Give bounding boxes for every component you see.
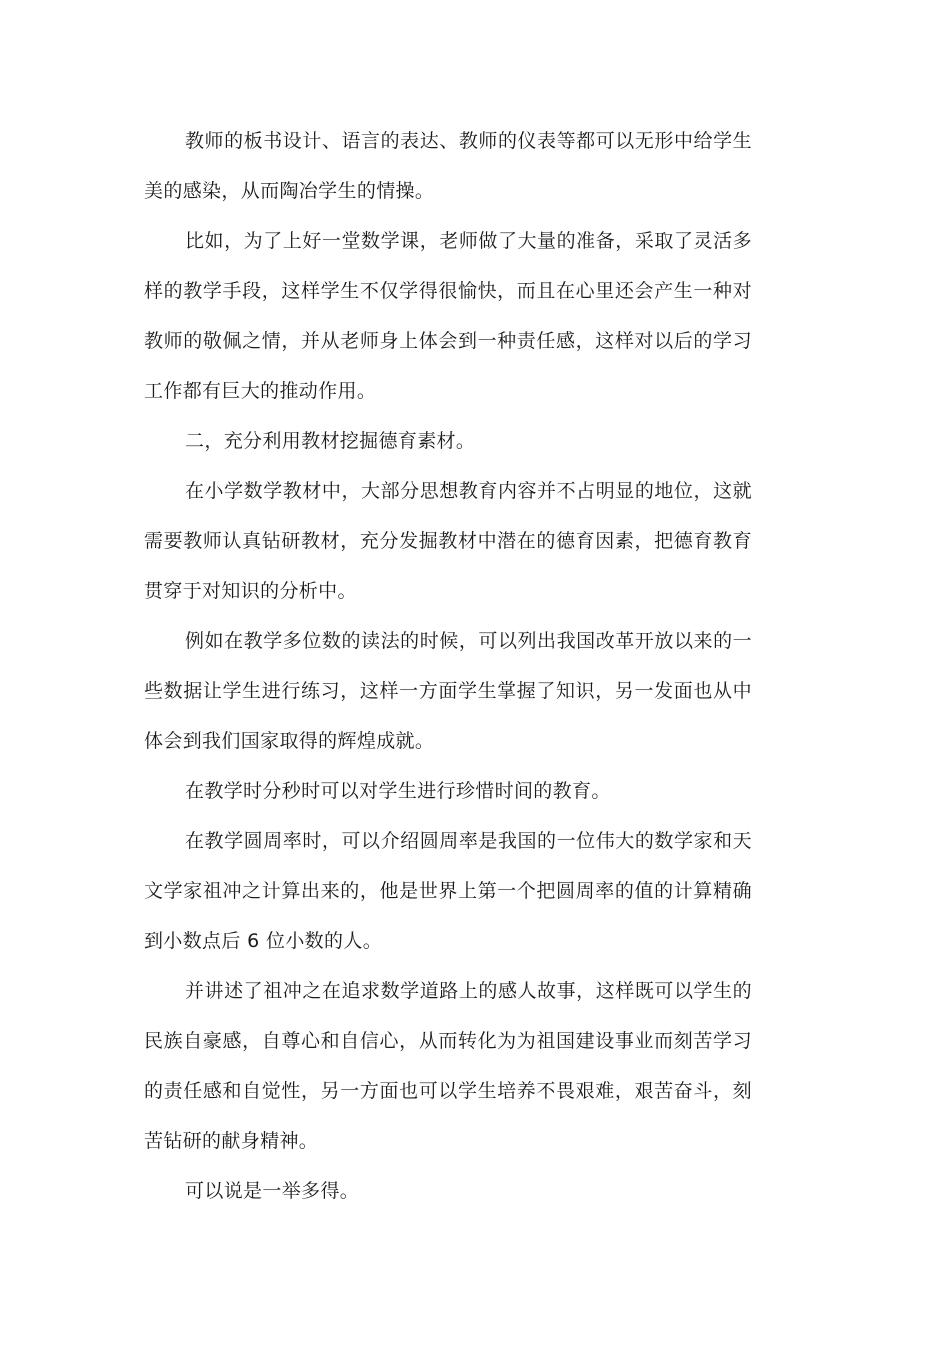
paragraph-1: 教师的板书设计、语言的表达、教师的仪表等都可以无形中给学生美的感染，从而陶冶学生的情操。: [144, 130, 752, 202]
paragraph-8: 并讲述了祖冲之在追求数学道路上的感人故事，这样既可以学生的民族自豪感，自尊心和自信心，从而转化为为祖国建设事业而刻苦学习的责任感和自觉性，另一方面也可以学生培养不畏艰难，艰苦奋斗，刻苦钻研的献身精神。: [144, 980, 752, 1152]
paragraph-4: 在小学数学教材中，大部分思想教育内容并不占明显的地位，这就需要教师认真钻研教材，充分发掘教材中潜在的德育因素，把德育教育贯穿于对知识的分析中。: [144, 480, 752, 602]
paragraph-2: 比如，为了上好一堂数学课，老师做了大量的准备，采取了灵活多样的教学手段，这样学生不仅学得很愉快，而且在心里还会产生一种对教师的敬佩之情，并从老师身上体会到一种责任感，这样对以后的学习工作都有巨大的推动作用。: [144, 230, 752, 402]
paragraph-7: 在教学圆周率时，可以介绍圆周率是我国的一位伟大的数学家和天文学家祖冲之计算出来的，他是世界上第一个把圆周率的值的计算精确到小数点后 6 位小数的人。: [144, 830, 752, 952]
paragraph-3-section-heading: 二，充分利用教材挖掘德育素材。: [185, 430, 476, 452]
document-body: [144, 116, 752, 1216]
paragraph-9: 可以说是一举多得。: [185, 1180, 360, 1202]
paragraph-5: 例如在教学多位数的读法的时候，可以列出我国改革开放以来的一些数据让学生进行练习，这样一方面学生掌握了知识，另一发面也从中体会到我们国家取得的辉煌成就。: [144, 630, 752, 752]
paragraph-6: 在教学时分秒时可以对学生进行珍惜时间的教育。: [185, 780, 611, 802]
